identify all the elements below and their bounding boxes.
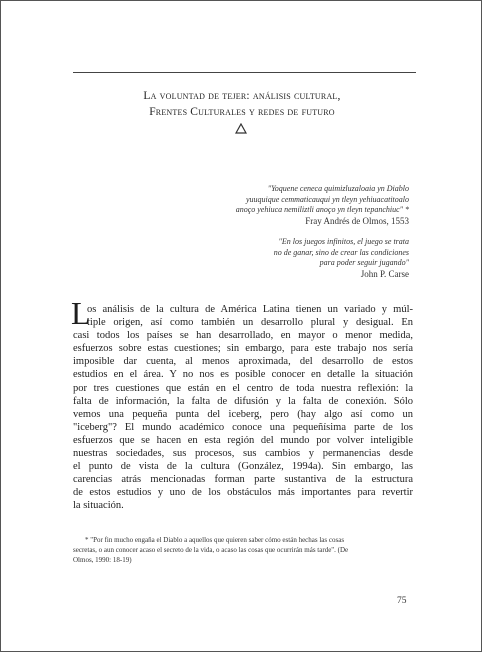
chapter-title-line-2: Frentes Culturales y redes de futuro <box>149 106 335 118</box>
body-line: nuestras sociedades, sus procesos, sus cambios y permanencias desde <box>73 448 413 460</box>
chapter-title-line-1: La voluntad de tejer: análisis cultural, <box>143 90 341 102</box>
epigraph-line: yuuquique cemmaticauqui yn tleyn yehiuacatitoalo <box>245 194 409 204</box>
body-line: falta de información, la falta de difusión y la falta de conexión. Sólo <box>73 395 413 407</box>
epigraph-carse <box>274 237 409 279</box>
footnote-line: secretas, o aun conocer acaso el secreto de la vida, o acaso las cosas que ocurrirán más tarde". (De <box>73 545 349 554</box>
epigraph-attribution: Fray Andrés de Olmos, 1553 <box>305 215 409 226</box>
body-line: tiple origen, así como también un desarrollo plural y desigual. En <box>87 317 413 329</box>
footnote-line: Olmos, 1990: 18-19) <box>73 555 132 564</box>
body-line: estudios en el área. Y no nos es posible conocer en detalle la situación <box>73 369 413 381</box>
body-line: carencias atrás mencionadas forman parte sustantiva de la estructura <box>73 474 413 486</box>
body-line: el punto de vista de la cultura (González, 1994a). Sin embargo, las <box>73 461 413 473</box>
body-line: vemos una pequeña punta del iceberg, pero (hay algo así como un <box>73 408 413 420</box>
page-number: 75 <box>397 596 407 606</box>
body-line: esfuerzos que se hacen en esta región del mundo por volver inteligible <box>73 434 413 446</box>
epigraph-line: para poder seguir jugando" <box>319 258 409 267</box>
body-line: esfuerzos sobre estas cuestiones; sin embargo, para este trabajo nos sería <box>73 343 413 355</box>
header-rule <box>73 72 416 73</box>
body-line: "iceberg"? El mundo académico conoce una pequeñísima parte de los <box>73 421 413 433</box>
body-line: por tres cuestiones que están en el centro de toda nuestra reflexión: la <box>73 382 413 394</box>
body-line: la situación. <box>73 500 124 512</box>
body-line: imposible dar cuenta, al menos aproximada, del desarrollo de estos <box>73 356 413 368</box>
epigraph-olmos <box>236 184 409 226</box>
body-line: casi todos los países se han desarrollado, en mayor o menor medida, <box>73 330 413 342</box>
body-line: de estos estudios y uno de los obstáculos más importantes para revertir <box>73 487 413 499</box>
footnote-line: * "Por fin mucho engaña el Diablo a aquellos que quieren saber cómo están hechas las cosas <box>85 536 345 544</box>
epigraph-attribution: John P. Carse <box>360 268 409 279</box>
body-line: os análisis de la cultura de América Latina tienen un variado y múl- <box>87 304 413 315</box>
chapter-title <box>61 88 423 120</box>
epigraph-line: anoço yehiuca nemiliztli anoço yn tleyn tepanchiuc" * <box>235 205 409 214</box>
epigraph-line: "En los juegos infinitos, el juego se trata <box>278 237 409 246</box>
epigraph-line: no de ganar, sino de crear las condiciones <box>273 247 409 257</box>
footnote <box>73 536 413 565</box>
drop-cap: L <box>71 295 91 331</box>
body-paragraph <box>73 303 413 513</box>
triangle-ornament-icon <box>235 123 247 134</box>
epigraph-line: "Yoquene ceneca quimizluzaloaia yn Diablo <box>267 184 409 193</box>
